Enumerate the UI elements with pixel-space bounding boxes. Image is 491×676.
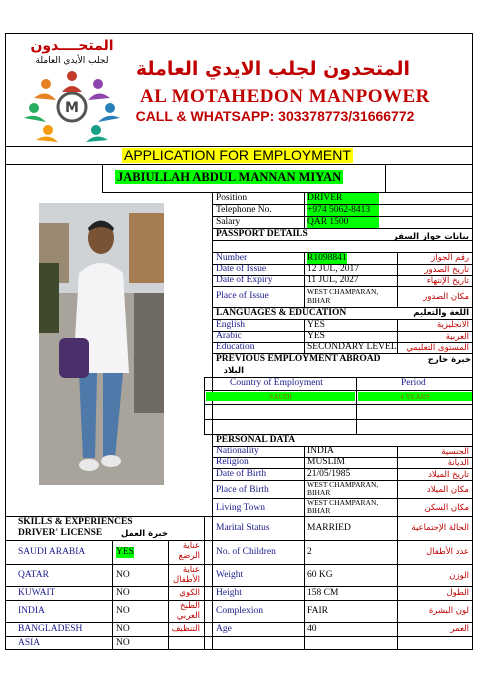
skill-value: NO: [116, 606, 130, 616]
skill-ar-line1: عناية: [182, 541, 200, 551]
english-value: YES: [307, 320, 325, 330]
religion-ar: الديانة: [447, 458, 469, 468]
salary-label: Salary: [216, 217, 241, 227]
education-label: Education: [216, 342, 255, 352]
age-label: Age: [216, 624, 232, 634]
religion-label: Religion: [216, 457, 249, 467]
telephone-label: Telephone No.: [216, 205, 272, 215]
personal-data-header: PERSONAL DATA: [216, 435, 296, 445]
skills-header-ar: خبرة العمل: [120, 529, 168, 539]
form-title: APPLICATION FOR EMPLOYMENT: [124, 147, 351, 163]
skill-ar-line2: العربي: [176, 611, 200, 621]
company-logo: [14, 38, 129, 146]
children-value: 2: [307, 547, 312, 557]
education-ar: المستوى التعليمي: [406, 343, 469, 353]
dob-value: 21/05/1985: [307, 469, 351, 479]
passport-number-value: R1098841: [307, 253, 347, 263]
previous-employment-header-ar2: البلاد: [223, 366, 244, 376]
skill-country: SAUDI ARABIA: [18, 547, 86, 557]
weight-label: Weight: [216, 570, 244, 580]
pob-line2: BIHAR: [307, 489, 331, 497]
marital-status-label: Marital Status: [216, 523, 270, 533]
nationality-label: Nationality: [216, 446, 259, 456]
children-label: No. of Children: [216, 547, 276, 557]
complexion-ar: لون البشرة: [428, 606, 469, 616]
svg-text:M: M: [65, 100, 79, 116]
nationality-value: INDIA: [307, 446, 334, 456]
skill-ar-line1: الكوي: [179, 588, 200, 598]
complexion-value: FAIR: [307, 606, 328, 616]
living-town-ar: مكان السكن: [424, 503, 469, 513]
nationality-ar: الجنسية: [441, 447, 469, 457]
passport-number-label: Number: [216, 253, 248, 263]
passport-header: PASSPORT DETAILS: [216, 229, 308, 239]
pob-line1: WEST CHAMPARAN,: [307, 481, 379, 489]
languages-header: LANGUAGES & EDUCATION: [216, 308, 347, 318]
skill-ar-line1: الطبخ: [180, 601, 200, 611]
telephone-value: +974 5062-8413: [307, 205, 379, 216]
height-value: 158 CM: [307, 588, 339, 598]
living-town-line1: WEST CHAMPARAN,: [307, 499, 379, 507]
prev-period-value: 4 YEARS: [358, 392, 472, 401]
weight-value: 60 KG: [307, 570, 333, 580]
skills-header-line2: DRIVER' LICENSE: [18, 528, 103, 538]
place-of-issue-ar: مكان الصدور: [423, 292, 469, 302]
prev-country-value: SAUDI: [206, 392, 355, 401]
expiry-label: Date of Expiry: [216, 275, 273, 285]
languages-header-ar: اللغة والتعليم: [413, 308, 469, 318]
place-of-issue-label: Place of Issue: [216, 291, 269, 301]
skill-value: NO: [116, 570, 130, 580]
period-label: Period: [401, 378, 426, 388]
skill-ar-line1: التنظيف: [171, 624, 200, 634]
skill-value: NO: [116, 588, 130, 598]
skill-ar-line2: الأطفال: [172, 575, 200, 585]
living-town-line2: BIHAR: [307, 507, 331, 515]
issue-label: Date of Issue: [216, 264, 267, 274]
dob-label: Date of Birth: [216, 469, 267, 479]
arabic-ar: العربية: [445, 332, 469, 342]
salary-value: QAR 1500: [307, 217, 379, 228]
passport-number-ar: رقم الجواز: [431, 253, 469, 263]
previous-employment-header: PREVIOUS EMPLOYMENT ABROAD: [216, 354, 381, 364]
skill-country: INDIA: [18, 606, 45, 616]
skill-value: NO: [116, 624, 130, 634]
english-ar: الانجليزية: [436, 320, 469, 330]
applicant-photo: [39, 203, 164, 485]
company-name-arabic: المتحدون لجلب الايدي العاملة: [135, 58, 410, 80]
living-town-label: Living Town: [216, 503, 266, 513]
skill-ar-line1: عناية: [182, 565, 200, 575]
passport-header-ar: بيانات جواز السفر: [392, 232, 469, 242]
skill-ar-line2: الرضع: [178, 551, 200, 561]
age-value: 40: [307, 624, 317, 634]
expiry-value: 11 JUL, 2027: [307, 275, 359, 285]
age-ar: العمر: [450, 624, 469, 634]
skill-value: YES: [116, 547, 134, 557]
weight-ar: الوزن: [449, 571, 469, 581]
logo-arabic-top: المتحــــدون: [30, 38, 114, 54]
issue-ar: تاريخ الصدور: [424, 265, 469, 275]
skill-value: NO: [116, 638, 130, 648]
religion-value: MUSLIM: [307, 457, 346, 467]
logo-people-circle-icon: [16, 70, 128, 144]
place-of-issue-line2: BIHAR: [307, 296, 331, 305]
issue-value: 12 JUL, 2017: [307, 264, 359, 274]
education-value: SECONDARY LEVEL: [307, 342, 397, 352]
pob-ar: مكان الميلاد: [426, 485, 469, 495]
arabic-label: Arabic: [216, 331, 242, 341]
position-value: DRIVER: [307, 193, 379, 204]
arabic-value: YES: [307, 331, 325, 341]
applicant-name: JABIULLAH ABDUL MANNAN MIYAN: [117, 170, 342, 184]
children-ar: عدد الأطفال: [425, 547, 469, 557]
skill-country: ASIA: [18, 638, 41, 648]
company-name-english: AL MOTAHEDON MANPOWER: [140, 86, 430, 107]
place-of-issue-line1: WEST CHAMPARAN,: [307, 287, 379, 296]
skill-country: BANGLADESH: [18, 624, 83, 634]
height-ar: الطول: [446, 588, 469, 598]
previous-employment-header-ar: خبرة خارج: [427, 355, 471, 365]
marital-status-value: MARRIED: [307, 523, 351, 533]
english-label: English: [216, 320, 246, 330]
skills-header-line1: SKILLS & EXPERIENCES: [18, 517, 133, 527]
logo-arabic-sub: لجلب الأيدي العاملة: [35, 56, 109, 66]
skill-country: KUWAIT: [18, 588, 56, 598]
pob-label: Place of Birth: [216, 485, 269, 495]
dob-ar: تاريخ الميلاد: [428, 470, 469, 480]
skill-country: QATAR: [18, 570, 49, 580]
position-label: Position: [216, 193, 248, 203]
height-label: Height: [216, 588, 242, 598]
marital-status-ar: الحالة الإجتماعية: [411, 523, 469, 533]
country-of-employment-label: Country of Employment: [230, 378, 323, 388]
company-contact: CALL & WHATSAPP: 303378773/31666772: [135, 108, 415, 124]
expiry-ar: تاريخ الإنتهاء: [426, 276, 469, 286]
complexion-label: Complexion: [216, 606, 263, 616]
